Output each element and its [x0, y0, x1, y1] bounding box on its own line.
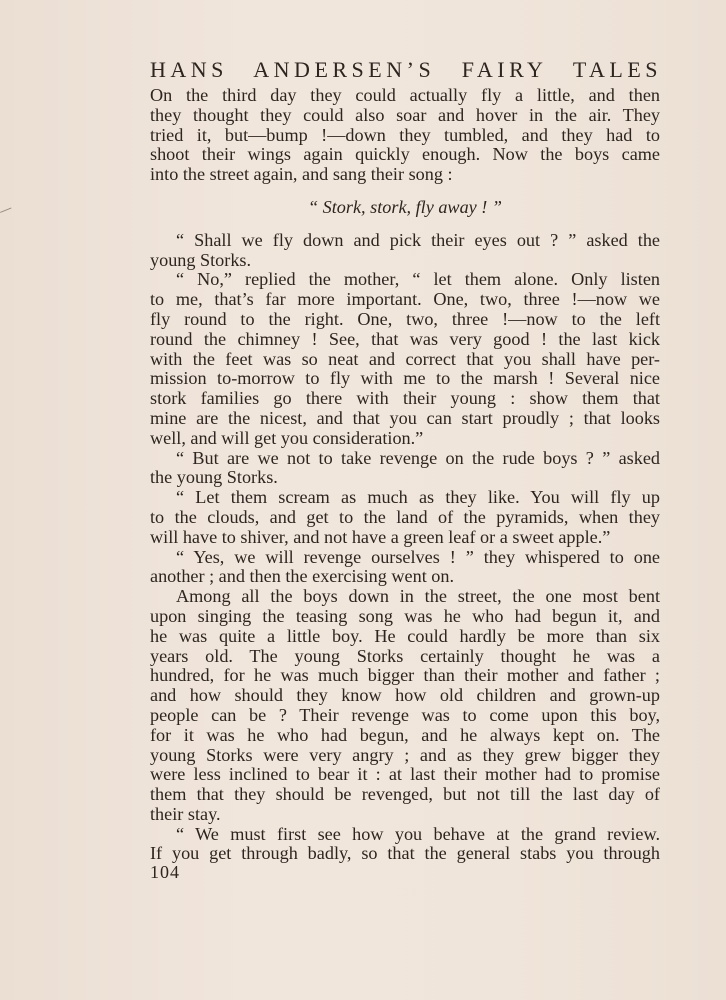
text-line: mission to-morrow to fly with me to the marsh ! Several nice [150, 368, 660, 389]
page-number: 104 [150, 862, 180, 882]
text-line: “ But are we not to take revenge on the rude boys ? ” asked [176, 447, 660, 468]
text-line: another ; and then the exercising went on. [150, 566, 455, 587]
body-text [150, 86, 660, 864]
running-title: HANS ANDERSEN’S FAIRY TALES [150, 57, 662, 82]
margin-mark [0, 208, 14, 221]
text-line: with the feet was so neat and correct that you shall have per- [150, 348, 660, 369]
text-line: they thought they could also soar and hover in the air. They [150, 104, 660, 125]
text-line: “ No,” replied the mother, “ let them alone. Only listen [176, 269, 660, 290]
text-line: to the clouds, and get to the land of the pyramids, when they [150, 506, 660, 527]
text-line: and how should they know how old children and grown-up [150, 685, 660, 706]
text-line: “ Yes, we will revenge ourselves ! ” they whispered to one [176, 546, 660, 567]
text-line: fly round to the right. One, two, three !—now to the left [150, 308, 660, 329]
text-line: “ Let them scream as much as they like. You will fly up [176, 487, 660, 508]
text-line: into the street again, and sang their song : [150, 164, 453, 185]
text-line: years old. The young Storks certainly thought he was a [150, 645, 660, 666]
text-line: to me, that’s far more important. One, two, three !—now we [150, 289, 660, 310]
text-line: were less inclined to bear it : at last their mother had to promise [150, 764, 660, 785]
text-line: young Storks were very angry ; and as they grew bigger they [150, 744, 660, 765]
text-line: will have to shiver, and not have a green leaf or a sweet apple.” [150, 526, 611, 547]
text-line: he was quite a little boy. He could hardly be more than six [150, 625, 660, 646]
text-line: for it was he who had begun, and he always kept on. The [150, 724, 660, 745]
text-line: the young Storks. [150, 467, 278, 488]
text-line: “ We must first see how you behave at the grand review. [176, 823, 660, 844]
text-line: young Storks. [150, 249, 252, 270]
song-refrain: “ Stork, stork, fly away ! ” [308, 196, 502, 217]
text-line: On the third day they could actually fly a little, and then [150, 85, 660, 105]
text-line: well, and will get you consideration.” [150, 427, 424, 448]
text-line: upon singing the teasing song was he who had begun it, and [150, 605, 660, 626]
text-line: mine are the nicest, and that you can start proudly ; that looks [150, 407, 660, 428]
text-line: people can be ? Their revenge was to come upon this boy, [150, 704, 660, 725]
text-line: stork families go there with their young : show them that [150, 388, 660, 409]
text-line: hundred, for he was much bigger than their mother and father ; [150, 665, 660, 686]
text-line: “ Shall we fly down and pick their eyes out ? ” asked the [176, 229, 660, 250]
text-line: Among all the boys down in the street, the one most bent [176, 586, 660, 607]
text-line: round the chimney ! See, that was very good ! the last kick [150, 328, 660, 349]
text-line: their stay. [150, 803, 221, 824]
text-line: shoot their wings again quickly enough. Now the boys came [150, 144, 660, 165]
text-line: tried it, but—bump !—down they tumbled, and they had to [150, 124, 660, 145]
text-line: them that they should be revenged, but not till the last day of [150, 784, 660, 805]
text-line: If you get through badly, so that the general stabs you through [150, 843, 660, 864]
